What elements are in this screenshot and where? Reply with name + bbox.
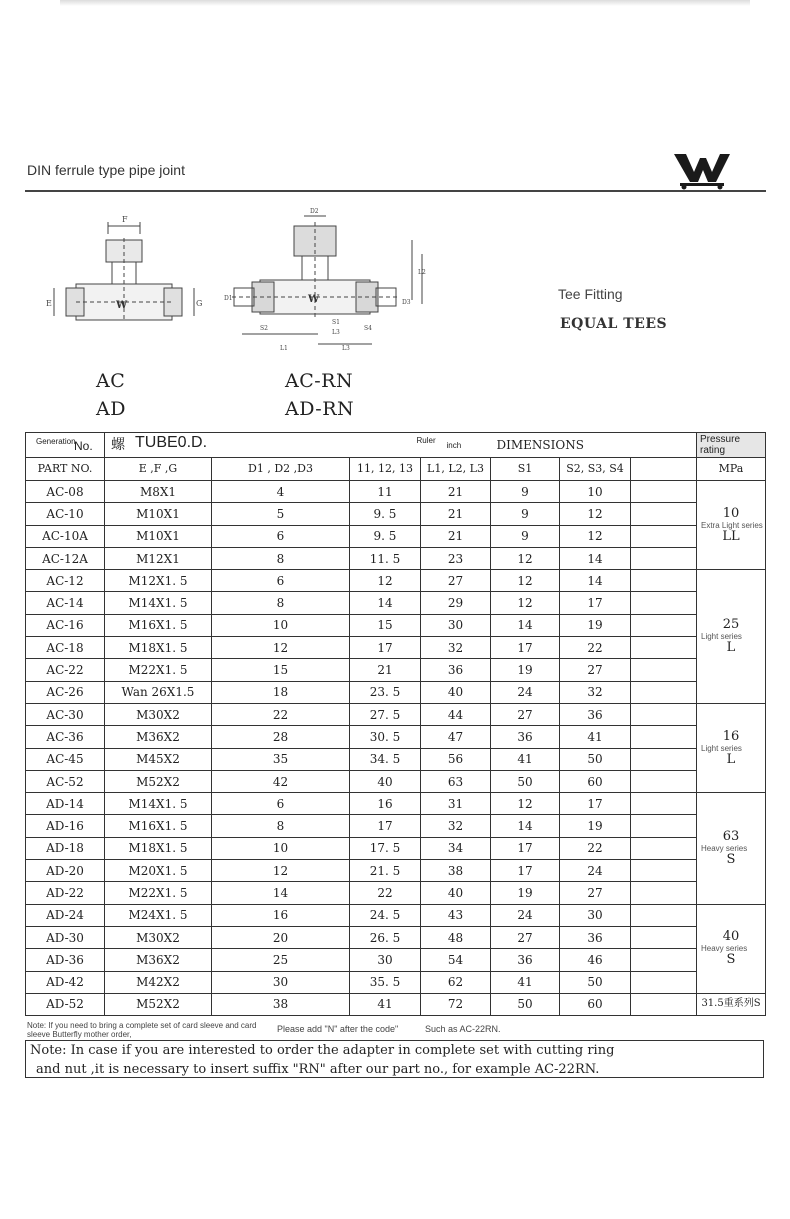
header-efg: E ,F ,G — [105, 458, 212, 481]
cell-blank — [631, 770, 697, 792]
dim-g-label: G — [196, 299, 203, 308]
label-ac-rn: AC-RN — [285, 370, 354, 392]
cell-s1: 19 — [491, 882, 560, 904]
cell-part: AC-12A — [26, 547, 105, 569]
note-small-1: Note: If you need to bring a complete set of card sleeve and card sleeve Butterfly mother order, — [27, 1021, 257, 1039]
dim-s2-label: S2 — [260, 325, 268, 332]
page-title: DIN ferrule type pipe joint — [27, 162, 185, 178]
cell-thread: M14X1. 5 — [105, 793, 212, 815]
cell-blank — [631, 993, 697, 1015]
cell-l: 40 — [350, 770, 421, 792]
header-dimensions-label: DIMENSIONS — [496, 438, 584, 452]
cell-s2: 22 — [560, 637, 631, 659]
cell-ll: 63 — [421, 770, 491, 792]
cell-s1: 9 — [491, 503, 560, 525]
cell-part: AC-52 — [26, 770, 105, 792]
cell-ll: 47 — [421, 726, 491, 748]
cell-l: 12 — [350, 570, 421, 592]
cell-ll: 32 — [421, 815, 491, 837]
cell-thread: M36X2 — [105, 949, 212, 971]
cell-ll: 44 — [421, 703, 491, 725]
cell-d: 8 — [212, 547, 350, 569]
cell-ll: 21 — [421, 481, 491, 503]
header-ruler: Ruler — [416, 436, 436, 445]
cell-s2: 46 — [560, 949, 631, 971]
equal-tees-label: EQUAL TEES — [560, 316, 668, 332]
header-pressure: Pressure rating — [697, 433, 766, 458]
header-part-no: PART NO. — [26, 458, 105, 481]
cell-s1: 14 — [491, 614, 560, 636]
header-l: 11, 12, 13 — [350, 458, 421, 481]
cell-blank — [631, 481, 697, 503]
cell-s2: 60 — [560, 993, 631, 1015]
header-ll: L1, L2, L3 — [421, 458, 491, 481]
cell-blank — [631, 793, 697, 815]
cell-s2: 41 — [560, 726, 631, 748]
dim-e-label: E — [46, 299, 52, 308]
cell-s1: 17 — [491, 837, 560, 859]
cell-d: 20 — [212, 926, 350, 948]
cell-d: 30 — [212, 971, 350, 993]
cell-l: 41 — [350, 993, 421, 1015]
cell-thread: Wan 26X1.5 — [105, 681, 212, 703]
cell-s1: 12 — [491, 592, 560, 614]
pressure-value: 16 — [722, 728, 740, 744]
pressure-series: Light series — [701, 743, 742, 753]
table-row — [26, 815, 766, 837]
cell-s1: 50 — [491, 993, 560, 1015]
svg-text:W: W — [308, 294, 320, 305]
cell-part: AC-30 — [26, 703, 105, 725]
cell-blank — [631, 659, 697, 681]
table-row — [26, 904, 766, 926]
note-small-3: Such as AC-22RN. — [425, 1024, 501, 1034]
cell-thread: M18X1. 5 — [105, 637, 212, 659]
cell-s2: 36 — [560, 703, 631, 725]
cell-blank — [631, 748, 697, 770]
cell-part: AC-22 — [26, 659, 105, 681]
cell-thread: M52X2 — [105, 993, 212, 1015]
cell-thread: M16X1. 5 — [105, 614, 212, 636]
table-row — [26, 748, 766, 770]
cell-part: AD-36 — [26, 949, 105, 971]
cell-ll: 72 — [421, 993, 491, 1015]
header-no: No. — [74, 439, 93, 453]
cell-s2: 30 — [560, 904, 631, 926]
cell-ll: 29 — [421, 592, 491, 614]
cell-l: 17 — [350, 815, 421, 837]
cell-blank — [631, 949, 697, 971]
cell-s2: 60 — [560, 770, 631, 792]
cell-d: 12 — [212, 637, 350, 659]
cell-s2: 32 — [560, 681, 631, 703]
cell-thread: M18X1. 5 — [105, 837, 212, 859]
cell-part: AC-10A — [26, 525, 105, 547]
cell-d: 16 — [212, 904, 350, 926]
top-shadow — [60, 0, 750, 6]
cell-part: AD-30 — [26, 926, 105, 948]
cell-d: 6 — [212, 570, 350, 592]
cell-part: AD-14 — [26, 793, 105, 815]
header-generation: Generation — [36, 437, 76, 446]
cell-d: 28 — [212, 726, 350, 748]
table-row — [26, 837, 766, 859]
header-s1: S1 — [491, 458, 560, 481]
cell-thread: M42X2 — [105, 971, 212, 993]
cell-l: 11 — [350, 481, 421, 503]
cell-s1: 12 — [491, 793, 560, 815]
cell-part: AD-22 — [26, 882, 105, 904]
cell-l: 30. 5 — [350, 726, 421, 748]
pressure-value: 63 — [722, 828, 740, 844]
header-d: D1 , D2 ,D3 — [212, 458, 350, 481]
table-row — [26, 570, 766, 592]
header-row-2 — [26, 458, 766, 481]
header-s2: S2, S3, S4 — [560, 458, 631, 481]
cell-d: 10 — [212, 837, 350, 859]
cell-s1: 27 — [491, 703, 560, 725]
cell-part: AC-26 — [26, 681, 105, 703]
cell-blank — [631, 860, 697, 882]
label-ac: AC — [96, 370, 126, 392]
note-translation-row — [25, 1018, 765, 1040]
pressure-value: 31.5重系列S — [701, 998, 761, 1010]
cell-ll: 56 — [421, 748, 491, 770]
cell-d: 6 — [212, 793, 350, 815]
cell-ll: 23 — [421, 547, 491, 569]
cell-part: AD-16 — [26, 815, 105, 837]
cell-s2: 50 — [560, 748, 631, 770]
label-ad-rn: AD-RN — [285, 398, 355, 420]
cell-s1: 24 — [491, 904, 560, 926]
note-line-1: Note: In case if you are interested to order the adapter in complete set with cutting ring — [30, 1043, 615, 1058]
cell-part: AC-08 — [26, 481, 105, 503]
cell-s2: 17 — [560, 793, 631, 815]
table-row — [26, 681, 766, 703]
cell-l: 11. 5 — [350, 547, 421, 569]
cell-d: 12 — [212, 860, 350, 882]
cell-part: AD-52 — [26, 993, 105, 1015]
pressure-series: Light series — [701, 632, 742, 642]
cell-blank — [631, 904, 697, 926]
pressure-value: 40 — [722, 929, 740, 945]
pressure-group-cell — [697, 793, 766, 904]
cell-thread: M24X1. 5 — [105, 904, 212, 926]
cell-d: 18 — [212, 681, 350, 703]
dim-l3-label: L3 — [342, 345, 350, 352]
cell-thread: M22X1. 5 — [105, 659, 212, 681]
cell-blank — [631, 703, 697, 725]
pressure-code: L — [726, 751, 736, 767]
header-generation-no — [26, 433, 105, 458]
tee-drawing-acrn — [222, 204, 438, 354]
note-small-2: Please add "N" after the code" — [277, 1024, 399, 1034]
cell-l: 23. 5 — [350, 681, 421, 703]
cell-l: 22 — [350, 882, 421, 904]
cell-l: 17 — [350, 637, 421, 659]
header-blank — [631, 458, 697, 481]
note-line-2: and nut ,it is necessary to insert suffix "RN" after our part no., for example AC-22RN. — [36, 1062, 600, 1077]
cell-part: AC-36 — [26, 726, 105, 748]
cell-l: 14 — [350, 592, 421, 614]
cell-part: AD-18 — [26, 837, 105, 859]
table-row — [26, 614, 766, 636]
table-row — [26, 481, 766, 503]
cell-thread: M52X2 — [105, 770, 212, 792]
header-thread-char: 螺 — [111, 437, 125, 453]
cell-l: 26. 5 — [350, 926, 421, 948]
cell-s1: 9 — [491, 481, 560, 503]
cell-blank — [631, 525, 697, 547]
svg-text:W: W — [116, 300, 128, 311]
cell-l: 9. 5 — [350, 525, 421, 547]
cell-s2: 12 — [560, 525, 631, 547]
cell-s2: 10 — [560, 481, 631, 503]
cell-blank — [631, 882, 697, 904]
table-row — [26, 703, 766, 725]
cell-ll: 54 — [421, 949, 491, 971]
header-rule — [25, 190, 766, 192]
table-row — [26, 525, 766, 547]
cell-part: AD-42 — [26, 971, 105, 993]
table-row — [26, 770, 766, 792]
cell-ll: 21 — [421, 503, 491, 525]
cell-ll: 32 — [421, 637, 491, 659]
cell-ll: 48 — [421, 926, 491, 948]
cell-thread: M20X1. 5 — [105, 860, 212, 882]
cell-part: AC-14 — [26, 592, 105, 614]
cell-s1: 27 — [491, 926, 560, 948]
cell-l: 27. 5 — [350, 703, 421, 725]
cell-thread: M12X1 — [105, 547, 212, 569]
cell-thread: M12X1. 5 — [105, 570, 212, 592]
cell-d: 42 — [212, 770, 350, 792]
cell-l: 24. 5 — [350, 904, 421, 926]
cell-s1: 36 — [491, 949, 560, 971]
cell-s2: 27 — [560, 882, 631, 904]
tee-fitting-label: Tee Fitting — [558, 286, 623, 302]
cell-blank — [631, 726, 697, 748]
cell-s1: 17 — [491, 637, 560, 659]
cell-l: 34. 5 — [350, 748, 421, 770]
table-row — [26, 637, 766, 659]
cell-part: AC-12 — [26, 570, 105, 592]
cell-blank — [631, 815, 697, 837]
cell-thread: M30X2 — [105, 926, 212, 948]
cell-d: 35 — [212, 748, 350, 770]
cell-part: AC-45 — [26, 748, 105, 770]
cell-d: 25 — [212, 949, 350, 971]
table-row — [26, 503, 766, 525]
header-mpa: MPa — [697, 458, 766, 481]
dim-d1-label: D1 — [224, 295, 233, 302]
cell-d: 4 — [212, 481, 350, 503]
cell-blank — [631, 614, 697, 636]
cell-s1: 24 — [491, 681, 560, 703]
cell-ll: 62 — [421, 971, 491, 993]
dim-d3-label: D3 — [402, 299, 411, 306]
pressure-series: Heavy series — [701, 843, 748, 853]
cell-s2: 50 — [560, 971, 631, 993]
dim-l2-label: L2 — [418, 269, 426, 276]
cell-s1: 9 — [491, 525, 560, 547]
cell-l: 30 — [350, 949, 421, 971]
cell-d: 14 — [212, 882, 350, 904]
dim-s1-label: S1 — [332, 319, 340, 326]
cell-s2: 22 — [560, 837, 631, 859]
cell-d: 5 — [212, 503, 350, 525]
cell-blank — [631, 971, 697, 993]
cell-d: 8 — [212, 592, 350, 614]
table-row — [26, 926, 766, 948]
label-ad: AD — [96, 398, 126, 420]
header-row-1 — [26, 433, 766, 458]
cell-s2: 12 — [560, 503, 631, 525]
pressure-group-cell — [697, 993, 766, 1015]
cell-thread: M36X2 — [105, 726, 212, 748]
cell-l: 15 — [350, 614, 421, 636]
cell-s1: 36 — [491, 726, 560, 748]
w-brand-logo-icon — [672, 150, 732, 190]
cell-s1: 50 — [491, 770, 560, 792]
cell-d: 38 — [212, 993, 350, 1015]
dim-f-label: F — [122, 215, 128, 224]
header-tubeod: TUBE0.D. — [135, 434, 208, 451]
cell-ll: 36 — [421, 659, 491, 681]
cell-thread: M10X1 — [105, 525, 212, 547]
header-dimensions — [416, 433, 697, 458]
header-blank-1 — [212, 433, 350, 458]
cell-s2: 19 — [560, 815, 631, 837]
cell-d: 22 — [212, 703, 350, 725]
pressure-group-cell — [697, 570, 766, 704]
tee-drawing-ac — [40, 212, 210, 342]
header-inch: inch — [446, 441, 462, 450]
cell-s2: 14 — [560, 570, 631, 592]
header-thread — [105, 433, 212, 458]
cell-blank — [631, 837, 697, 859]
pressure-group-cell — [697, 703, 766, 792]
note-box — [25, 1040, 764, 1078]
cell-s2: 14 — [560, 547, 631, 569]
table-row — [26, 949, 766, 971]
cell-ll: 30 — [421, 614, 491, 636]
cell-l: 9. 5 — [350, 503, 421, 525]
cell-s1: 14 — [491, 815, 560, 837]
cell-l: 21. 5 — [350, 860, 421, 882]
pressure-code: S — [726, 851, 736, 867]
cell-blank — [631, 926, 697, 948]
cell-s2: 19 — [560, 614, 631, 636]
dim-l1-label: L1 — [280, 345, 288, 352]
cell-ll: 38 — [421, 860, 491, 882]
table-row — [26, 726, 766, 748]
cell-d: 10 — [212, 614, 350, 636]
cell-s2: 27 — [560, 659, 631, 681]
cell-d: 8 — [212, 815, 350, 837]
cell-s1: 19 — [491, 659, 560, 681]
cell-ll: 43 — [421, 904, 491, 926]
dim-l3-inner-label: L3 — [332, 329, 340, 336]
cell-thread: M22X1. 5 — [105, 882, 212, 904]
cell-s1: 12 — [491, 547, 560, 569]
cell-blank — [631, 681, 697, 703]
table-row — [26, 547, 766, 569]
table-row — [26, 993, 766, 1015]
cell-s2: 17 — [560, 592, 631, 614]
pressure-code: L — [726, 640, 736, 656]
cell-thread: M10X1 — [105, 503, 212, 525]
cell-part: AD-24 — [26, 904, 105, 926]
cell-s2: 36 — [560, 926, 631, 948]
cell-thread: M16X1. 5 — [105, 815, 212, 837]
pressure-code: S — [726, 952, 736, 968]
pressure-group-cell — [697, 481, 766, 570]
cell-l: 21 — [350, 659, 421, 681]
cell-l: 17. 5 — [350, 837, 421, 859]
cell-s1: 41 — [491, 971, 560, 993]
dimensions-table — [25, 432, 766, 1016]
table-row — [26, 793, 766, 815]
cell-l: 16 — [350, 793, 421, 815]
pressure-value: 10 — [722, 505, 740, 521]
table-row — [26, 882, 766, 904]
cell-l: 35. 5 — [350, 971, 421, 993]
pressure-series: Extra Light series — [701, 520, 763, 530]
cell-blank — [631, 637, 697, 659]
pressure-code: LL — [722, 528, 740, 544]
pressure-value: 25 — [722, 617, 740, 633]
cell-blank — [631, 503, 697, 525]
dim-s4-label: S4 — [364, 325, 372, 332]
cell-part: AC-18 — [26, 637, 105, 659]
cell-thread: M45X2 — [105, 748, 212, 770]
cell-thread: M14X1. 5 — [105, 592, 212, 614]
cell-part: AC-16 — [26, 614, 105, 636]
cell-s1: 41 — [491, 748, 560, 770]
header-blank-2 — [350, 433, 421, 458]
cell-ll: 31 — [421, 793, 491, 815]
cell-part: AC-10 — [26, 503, 105, 525]
cell-s1: 17 — [491, 860, 560, 882]
cell-ll: 40 — [421, 681, 491, 703]
cell-s1: 12 — [491, 570, 560, 592]
cell-blank — [631, 547, 697, 569]
cell-part: AD-20 — [26, 860, 105, 882]
dim-d2-label: D2 — [310, 208, 319, 215]
table-row — [26, 592, 766, 614]
cell-blank — [631, 592, 697, 614]
table-row — [26, 659, 766, 681]
cell-s2: 24 — [560, 860, 631, 882]
cell-ll: 40 — [421, 882, 491, 904]
cell-ll: 34 — [421, 837, 491, 859]
pressure-series: Heavy series — [701, 944, 748, 954]
cell-thread: M8X1 — [105, 481, 212, 503]
cell-thread: M30X2 — [105, 703, 212, 725]
table-row — [26, 860, 766, 882]
cell-d: 6 — [212, 525, 350, 547]
cell-ll: 27 — [421, 570, 491, 592]
cell-blank — [631, 570, 697, 592]
pressure-group-cell — [697, 904, 766, 993]
table-row — [26, 971, 766, 993]
cell-ll: 21 — [421, 525, 491, 547]
cell-d: 15 — [212, 659, 350, 681]
